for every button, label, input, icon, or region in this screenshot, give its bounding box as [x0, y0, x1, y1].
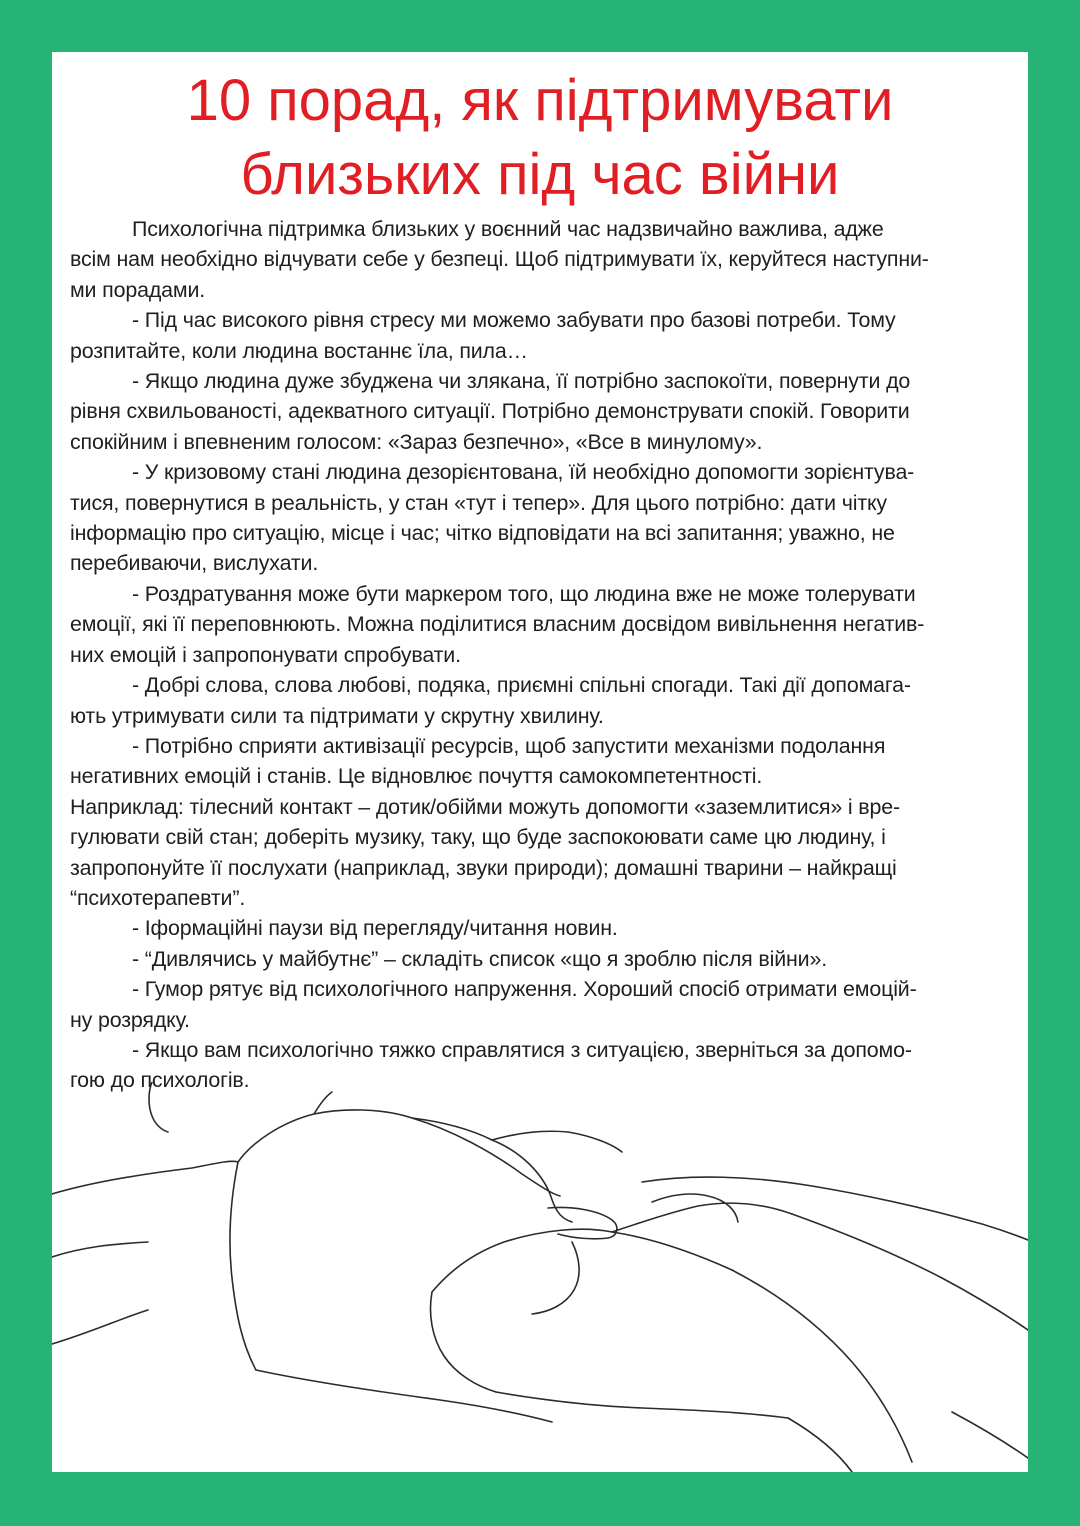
tip-line: негативних емоцій і станів. Це відновлює почуття самокомпетентності. [70, 764, 763, 789]
tip-line: - “Дивлячись у майбутнє” – складіть список «що я зроблю після війни». [132, 946, 828, 971]
tip-line: - Потрібно сприяти активізації ресурсів, щоб запустити механізми подолання [132, 733, 886, 758]
tip-line: гулювати свій стан; доберіть музику, таку, що буде заспокоювати саме цю людину, і [70, 825, 886, 850]
hand-outline [652, 1194, 738, 1222]
hand-outline [788, 1418, 852, 1472]
tip-line: емоції, які її переповнюють. Можна поділитися власним досвідом вивільнення негатив- [70, 612, 925, 637]
tip-line: - Гумор рятує від психологічного напруження. Хороший спосіб отримати емоцій- [132, 977, 917, 1002]
tip-line: них емоцій і запропонувати спробувати. [70, 642, 461, 667]
poster-sheet [52, 52, 1028, 1472]
intro-line: Психологічна підтримка близьких у воєнний час надзвичайно важлива, адже [132, 217, 884, 241]
intro-line: ми порадами. [70, 277, 206, 302]
hand-outline [52, 1242, 148, 1257]
hand-outline [149, 1082, 168, 1132]
poster-title [52, 64, 1028, 212]
tip-line: - Роздратування може бути маркером того, що людина вже не може толерувати [132, 581, 916, 606]
tip-line: ну розрядку. [70, 1007, 190, 1032]
hand-outline [612, 1203, 792, 1232]
hand-outline [492, 1131, 622, 1152]
tip-line: - Якщо вам психологічно тяжко справлятися з ситуацією, зверніться за допомо- [132, 1037, 912, 1062]
tip-line: Наприклад: тілесний контакт – дотик/обійми можуть допомогти «заземлитися» і вре- [70, 794, 900, 819]
hand-outline [431, 1292, 497, 1392]
advice-text [70, 214, 1028, 1096]
hands-illustration [52, 1082, 1028, 1472]
hand-outline [532, 1242, 579, 1314]
hand-outline [496, 1392, 788, 1418]
hand-outline [52, 1161, 238, 1194]
hand-outline [52, 1310, 148, 1344]
hand-outline [792, 1214, 1028, 1330]
intro-line: всім нам необхідно відчувати себе у безпеці. Щоб підтримувати їх, керуйтеся наступни- [70, 247, 929, 272]
hand-outline [256, 1370, 552, 1422]
tip-line: спокійним і впевненим голосом: «Зараз безпечно», «Все в минулому». [70, 429, 763, 454]
hand-outline [412, 1118, 572, 1222]
tip-line: - Добрі слова, слова любові, подяка, приємні спільні спогади. Такі дії допомага- [132, 673, 911, 698]
tip-line: - У кризовому стані людина дезорієнтована, їй необхідно допомогти зорієнтува- [132, 460, 915, 485]
hand-outline [732, 1270, 912, 1462]
tip-line: розпитайте, коли людина востаннє їла, пила… [70, 338, 528, 363]
tip-line: - Під час високого рівня стресу ми можемо забувати про базові потреби. Тому [132, 308, 896, 333]
tip-line: - Іформаційні паузи від перегляду/читання новин. [132, 916, 618, 941]
title-line-2: близьких під час війни [240, 142, 840, 207]
tip-line: ють утримувати сили та підтримати у скрутну хвилину. [70, 703, 604, 728]
tip-line: - Якщо людина дуже збуджена чи злякана, її потрібно заспокоїти, повернути до [132, 369, 911, 394]
title-line-1: 10 порад, як підтримувати [186, 68, 894, 133]
tip-line: перебиваючи, вислухати. [70, 551, 319, 576]
hand-outline [952, 1412, 1028, 1458]
tip-line: запропонуйте її послухати (наприклад, звуки природи); домашні тварини – найкращі [70, 855, 897, 880]
tip-line: “психотерапевти”. [70, 885, 246, 910]
tip-line: тися, повернутися в реальність, у стан «тут і тепер». Для цього потрібно: дати чітку [70, 490, 887, 515]
hand-outline [230, 1162, 256, 1370]
tip-line: інформацію про ситуацію, місце і час; чітко відповідати на всі запитання; уважно, не [70, 521, 895, 546]
tip-line: гою до психологів. [70, 1068, 250, 1093]
tip-line: рівня схвильованості, адекватного ситуації. Потрібно демонструвати спокій. Говорити [70, 399, 910, 424]
hand-outline [238, 1110, 560, 1196]
